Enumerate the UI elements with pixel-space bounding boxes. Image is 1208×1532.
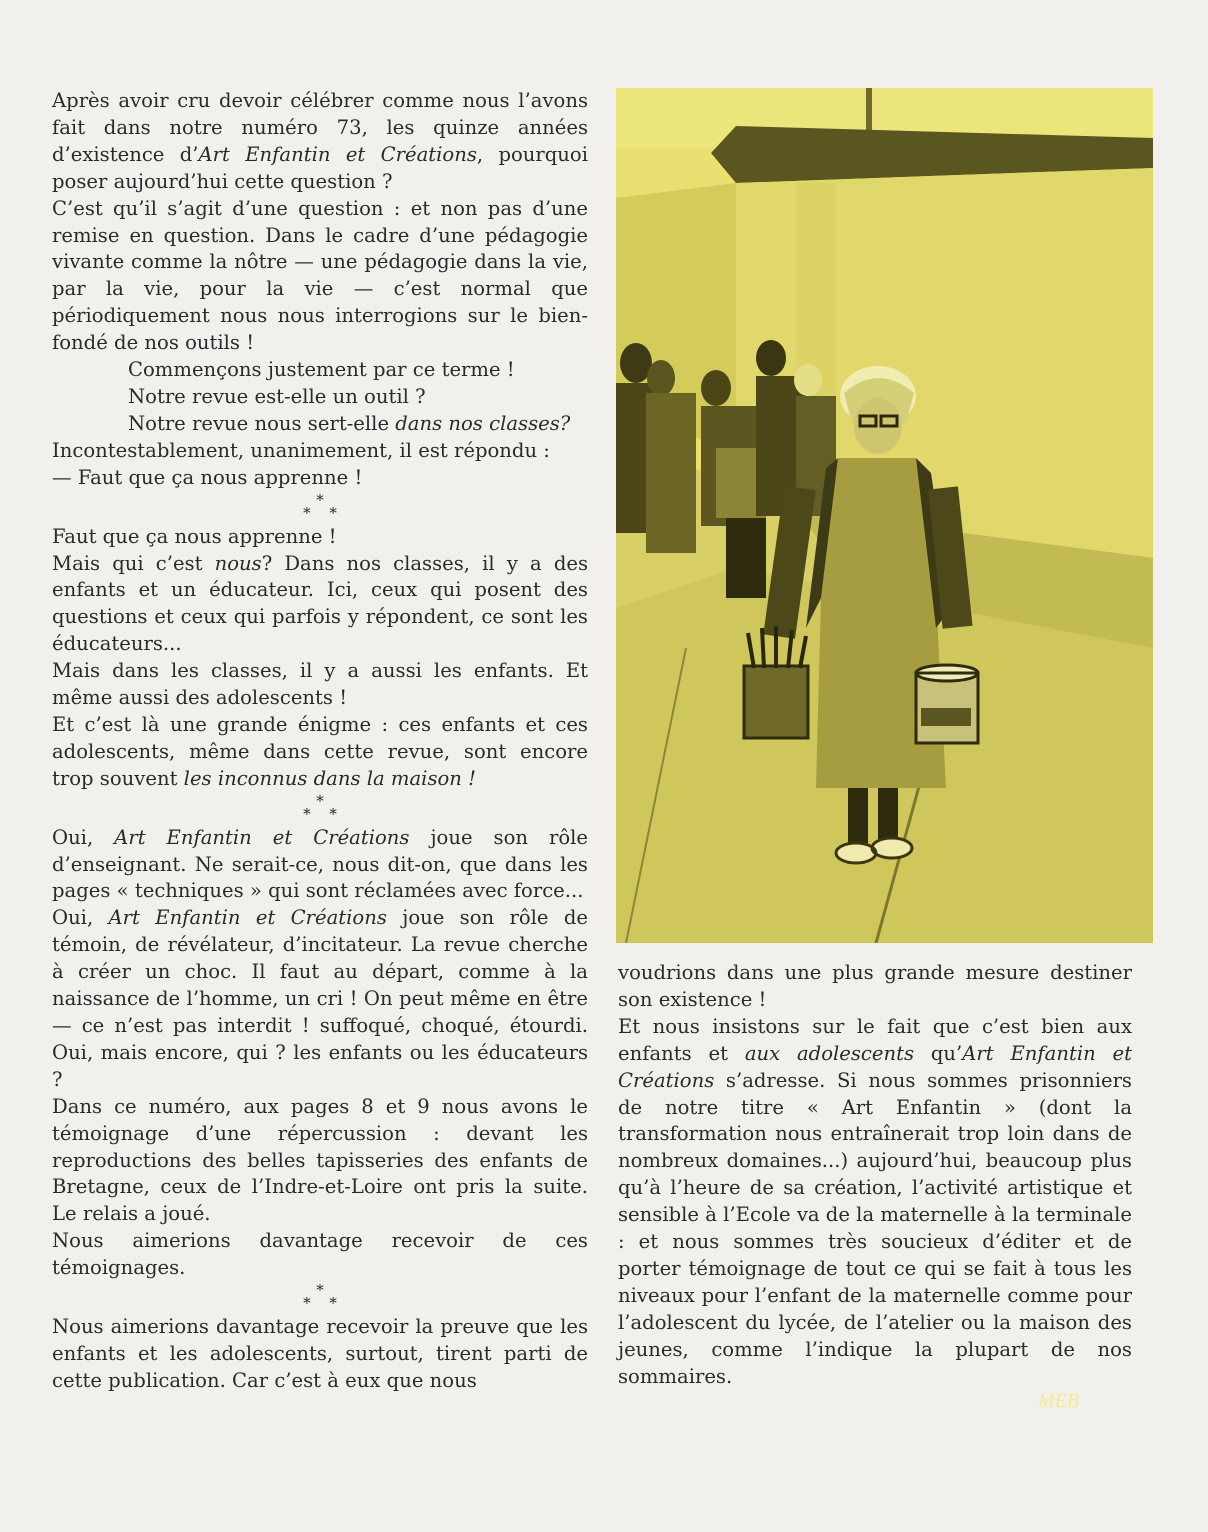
paragraph: Et nous insistons sur le fait que c’est bien aux enfants et aux adolescents qu’Art Enfantin et Créations s’adresse. Si nous sommes prisonniers de notre titre « Art Enfantin » (dont la transformation nous entraînerait trop loin dans de nombreux domaines...) aujourd’hui, beaucoup plus qu’à l’heure de sa création, l’activité artistique et sensible à l’Ecole va de la maternelle à la terminale : et nous sommes très soucieux d’éditer et de porter témoignage de tout ce qui se fait à tous les niveaux pour l’enfant de la maternelle comme pour l’adolescent du lycée, de l’atelier ou la maison des jeunes, comme l’indique la plupart de nos sommaires. xyxy=(618,1014,1132,1388)
photo-child-carrying-paint-cans xyxy=(616,88,1153,943)
author-signature: MEB xyxy=(1038,1390,1080,1412)
paragraph: Faut que ça nous apprenne ! xyxy=(52,524,337,548)
paragraph: Notre revue nous sert-elle dans nos classes? xyxy=(128,411,571,435)
paragraph: Notre revue est-elle un outil ? xyxy=(128,384,426,408)
left-text-column xyxy=(52,88,588,1395)
paragraph: Dans ce numéro, aux pages 8 et 9 nous avons le témoignage d’une répercussion : devant les reproductions des belles tapisseries des enfants de Bretagne, ceux de l’Indre-et-Loire ont pris la suite. Le relais a joué. xyxy=(52,1094,588,1226)
asterism-separator: * * * xyxy=(303,791,337,823)
paragraph: voudrions dans une plus grande mesure destiner son existence ! xyxy=(618,961,1132,1011)
paragraph: Oui, Art Enfantin et Créations joue son rôle d’enseignant. Ne serait-ce, nous dit-on, que dans les pages « techniques » qui sont réclamées avec force... xyxy=(52,825,588,903)
asterism-separator: * * * xyxy=(303,1281,337,1313)
paragraph: Après avoir cru devoir célébrer comme nous l’avons fait dans notre numéro 73, les quinze années d’existence d’Art Enfantin et Créations, pourquoi poser aujourd’hui cette question ? xyxy=(52,89,588,193)
paragraph: Nous aimerions davantage recevoir la preuve que les enfants et les adolescents, surtout, tirent parti de cette publication. Car c’est à eux que nous xyxy=(52,1315,588,1392)
paragraph: Et c’est là une grande énigme : ces enfants et ces adolescents, même dans cette revue, sont encore trop souvent les inconnus dans la maison ! xyxy=(52,712,588,790)
paragraph: Nous aimerions davantage recevoir de ces témoignages. xyxy=(52,1229,588,1280)
paragraph: Oui, Art Enfantin et Créations joue son rôle de témoin, de révélateur, d’incitateur. La revue cherche à créer un choc. Il faut au départ, comme à la naissance de l’homme, un cri ! On peut même en être — ce n’est pas interdit ! suffoqué, choqué, étourdi. Oui, mais encore, qui ? les enfants ou les éducateurs ? xyxy=(52,906,589,1091)
photo-illustration xyxy=(616,88,1153,943)
paragraph: C’est qu’il s’agit d’une question : et non pas d’une remise en question. Dans le cadre d’une pédagogie vivante comme la nôtre — une pédagogie dans la vie, par la vie, pour la vie — c’est normal que périodiquement nous nous interrogions sur le bien-fondé de nos outils ! xyxy=(52,196,588,355)
asterism-separator: * * * xyxy=(303,490,337,522)
right-text-column xyxy=(618,960,1132,1391)
paragraph: Mais dans les classes, il y a aussi les enfants. Et même aussi des adolescents ! xyxy=(52,659,588,710)
paragraph: Commençons justement par ce terme ! xyxy=(128,358,515,382)
paragraph: — Faut que ça nous apprenne ! xyxy=(52,465,363,489)
paragraph: Incontestablement, unanimement, il est répondu : xyxy=(52,438,550,462)
paragraph: Mais qui c’est nous? Dans nos classes, il y a des enfants et un éducateur. Ici, ceux qui posent des questions et ceux qui parfois y répondent, ce sont les éducateurs... xyxy=(52,551,589,656)
